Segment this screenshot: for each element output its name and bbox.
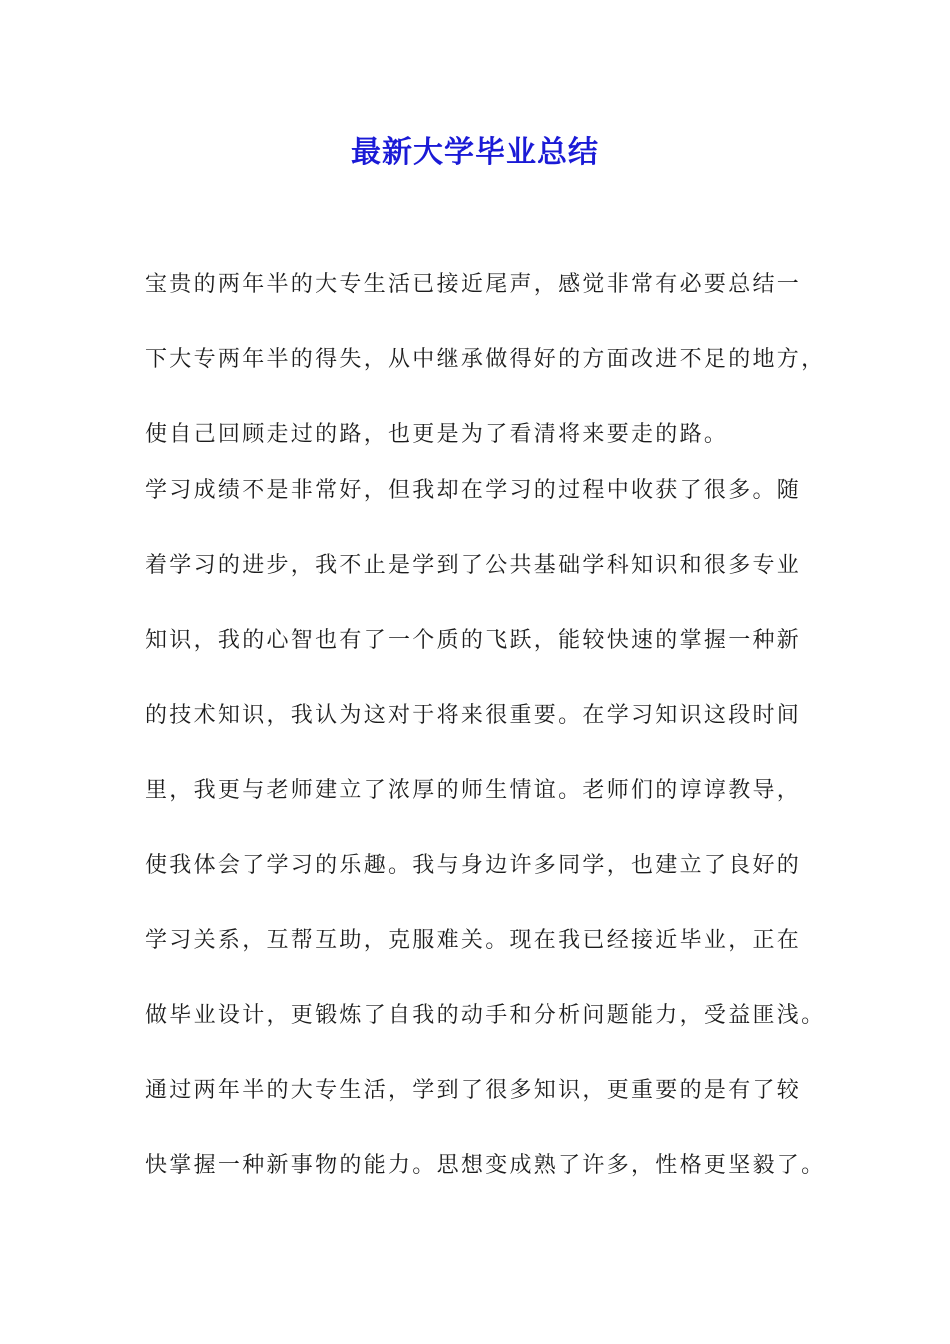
body-line: 学习成绩不是非常好，但我却在学习的过程中收获了很多。随 [145, 478, 802, 503]
body-line: 里，我更与老师建立了浓厚的师生情谊。老师们的谆谆教导， [145, 778, 802, 803]
body-line: 快掌握一种新事物的能力。思想变成熟了许多，性格更坚毅了。 [145, 1153, 826, 1178]
document-title: 最新大学毕业总结 [351, 135, 599, 170]
body-line: 宝贵的两年半的大专生活已接近尾声，感觉非常有必要总结一 [145, 272, 802, 297]
body-line: 下大专两年半的得失，从中继承做得好的方面改进不足的地方， [145, 347, 826, 372]
body-line: 通过两年半的大专生活，学到了很多知识，更重要的是有了较 [145, 1078, 802, 1103]
document-body [145, 262, 825, 1218]
body-line: 使自己回顾走过的路，也更是为了看清将来要走的路。 [145, 422, 729, 447]
body-line: 着学习的进步，我不止是学到了公共基础学科知识和很多专业 [145, 553, 802, 578]
body-line: 做毕业设计，更锻炼了自我的动手和分析问题能力，受益匪浅。 [145, 1003, 826, 1028]
body-line: 的技术知识，我认为这对于将来很重要。在学习知识这段时间 [145, 703, 802, 728]
body-line: 使我体会了学习的乐趣。我与身边许多同学，也建立了良好的 [145, 853, 802, 878]
body-line: 学习关系，互帮互助，克服难关。现在我已经接近毕业，正在 [145, 928, 802, 953]
body-line: 知识，我的心智也有了一个质的飞跃，能较快速的掌握一种新 [145, 628, 802, 653]
